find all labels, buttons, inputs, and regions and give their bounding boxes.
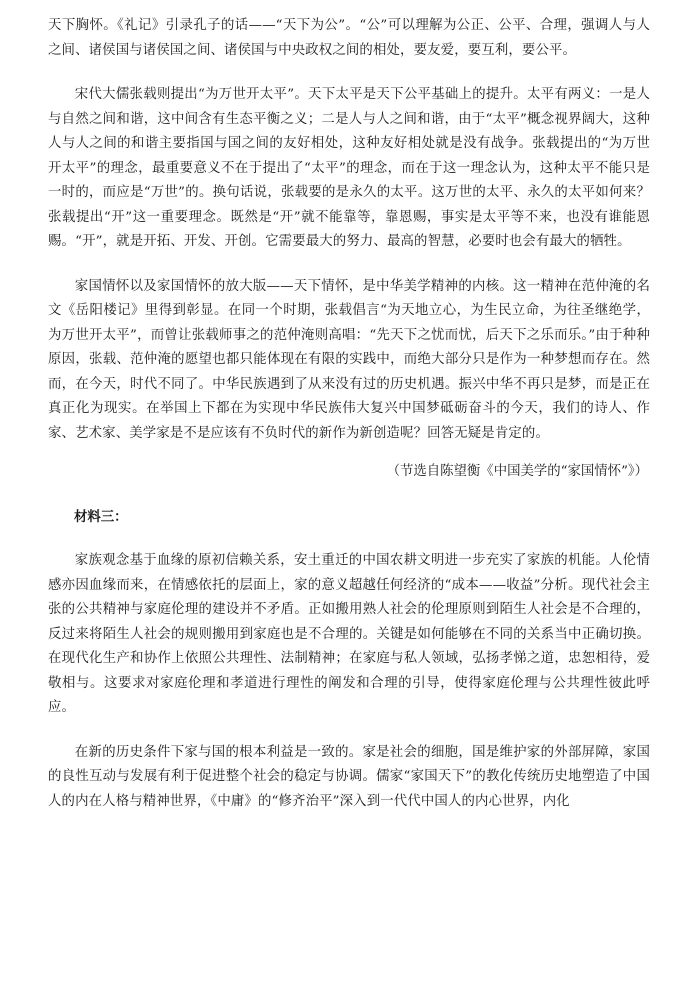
paragraph-spacer: [48, 721, 650, 741]
paragraph-spacer: [48, 255, 650, 275]
paragraph-spacer: [48, 446, 650, 460]
source-citation: （节选自陈望衡《中国美学的“家国情怀”》）: [386, 464, 648, 479]
document-page: [48, 14, 650, 814]
paragraph-jia-guo-liyi: 在新的历史条件下家与国的根本利益是一致的。家是社会的细胞，国是维护家的外部屏障，家国的良性互动与发展有利于促进整个社会的稳定与协调。儒家“家国天下”的教化传统历史地塑造了中国人的内在人格与精神世界，《中庸》的“修齐治平”深入到一代代中国人的内心世界，内化: [48, 744, 650, 809]
paragraph-zhangzai-taiping: 宋代大儒张载则提出“为万世开太平”。天下太平是天下公平基础上的提升。太平有两义：一是人与自然之间和谐，这中间含有生态平衡之义；二是人与人之间和谐，由于“太平”概念视界阔大，这种人与人之间的和谐主要指国与国之间的友好相处，这种友好相处就是没有战争。张载提出的“为万世开太平”的理念，最重要意义不在于提出了“太平”的理念，而在于这一理念认为，这种太平不能只是一时的，而应是“万世”的。换句话说，张载要的是永久的太平。这万世的太平、永久的太平如何来？张载提出“开”这一重要理念。既然是“开”就不能靠等，靠恩赐，事实是太平等不来，也没有谁能恩赐。“开”，就是开拓、开发、开创。它需要最大的努力、最高的智慧，必要时也会有最大的牺牲。: [48, 87, 650, 249]
paragraph-spacer: [48, 529, 650, 549]
paragraph-jiazu-guannian: 家族观念基于血缘的原初信赖关系，安土重迁的中国农耕文明进一步充实了家族的机能。人伦情感亦因血缘而来，在情感依托的层面上，家的意义超越任何经济的“成本——收益”分析。现代社会主张的公共精神与家庭伦理的建设并不矛盾。正如搬用熟人社会的伦理原则到陌生人社会是不合理的，反过来将陌生人社会的规则搬用到家庭也是不合理的。关键是如何能够在不同的关系当中正确切换。在现代化生产和协作上依照公共理性、法制精神；在家庭与私人领域，弘扬孝悌之道，忠恕相待，爱敬相与。这要求对家庭伦理和孝道进行理性的阐发和合理的引导，使得家庭伦理与公共理性彼此呼应。: [48, 553, 650, 715]
material-three-heading: 材料三：: [74, 508, 128, 525]
paragraph-jiaguo-qinghuai: 家国情怀以及家国情怀的放大版——天下情怀，是中华美学精神的内核。这一精神在范仲淹的名文《岳阳楼记》里得到彰显。在同一个时期，张载倡言“为天地立心，为生民立命，为往圣继绝学，为万世开太平”，而曾让张载师事之的范仲淹则高唱：“先天下之忧而忧，后天下之乐而乐。”由于种种原因，张载、范仲淹的愿望也都只能体现在有限的实践中，而绝大部分只是作为一种梦想而存在。然而，在今天，时代不同了。中华民族遇到了从来没有过的历史机遇。振兴中华不再只是梦，而是正在真正化为现实。在举国上下都在为实现中华民族伟大复兴中国梦砥砺奋斗的今天，我们的诗人、作家、艺术家、美学家是不是应该有不负时代的新作为新创造呢？回答无疑是肯定的。: [48, 278, 650, 441]
paragraph-spacer: [48, 485, 650, 505]
paragraph-spacer: [48, 63, 650, 83]
paragraph-tianxia-weigong: 天下胸怀。《礼记》引录孔子的话——“天下为公”。“公”可以理解为公正、公平、合理，强调人与人之间、诸侯国与诸侯国之间、诸侯国与中央政权之间的相处，要友爱，要互利，要公平。: [48, 18, 650, 58]
